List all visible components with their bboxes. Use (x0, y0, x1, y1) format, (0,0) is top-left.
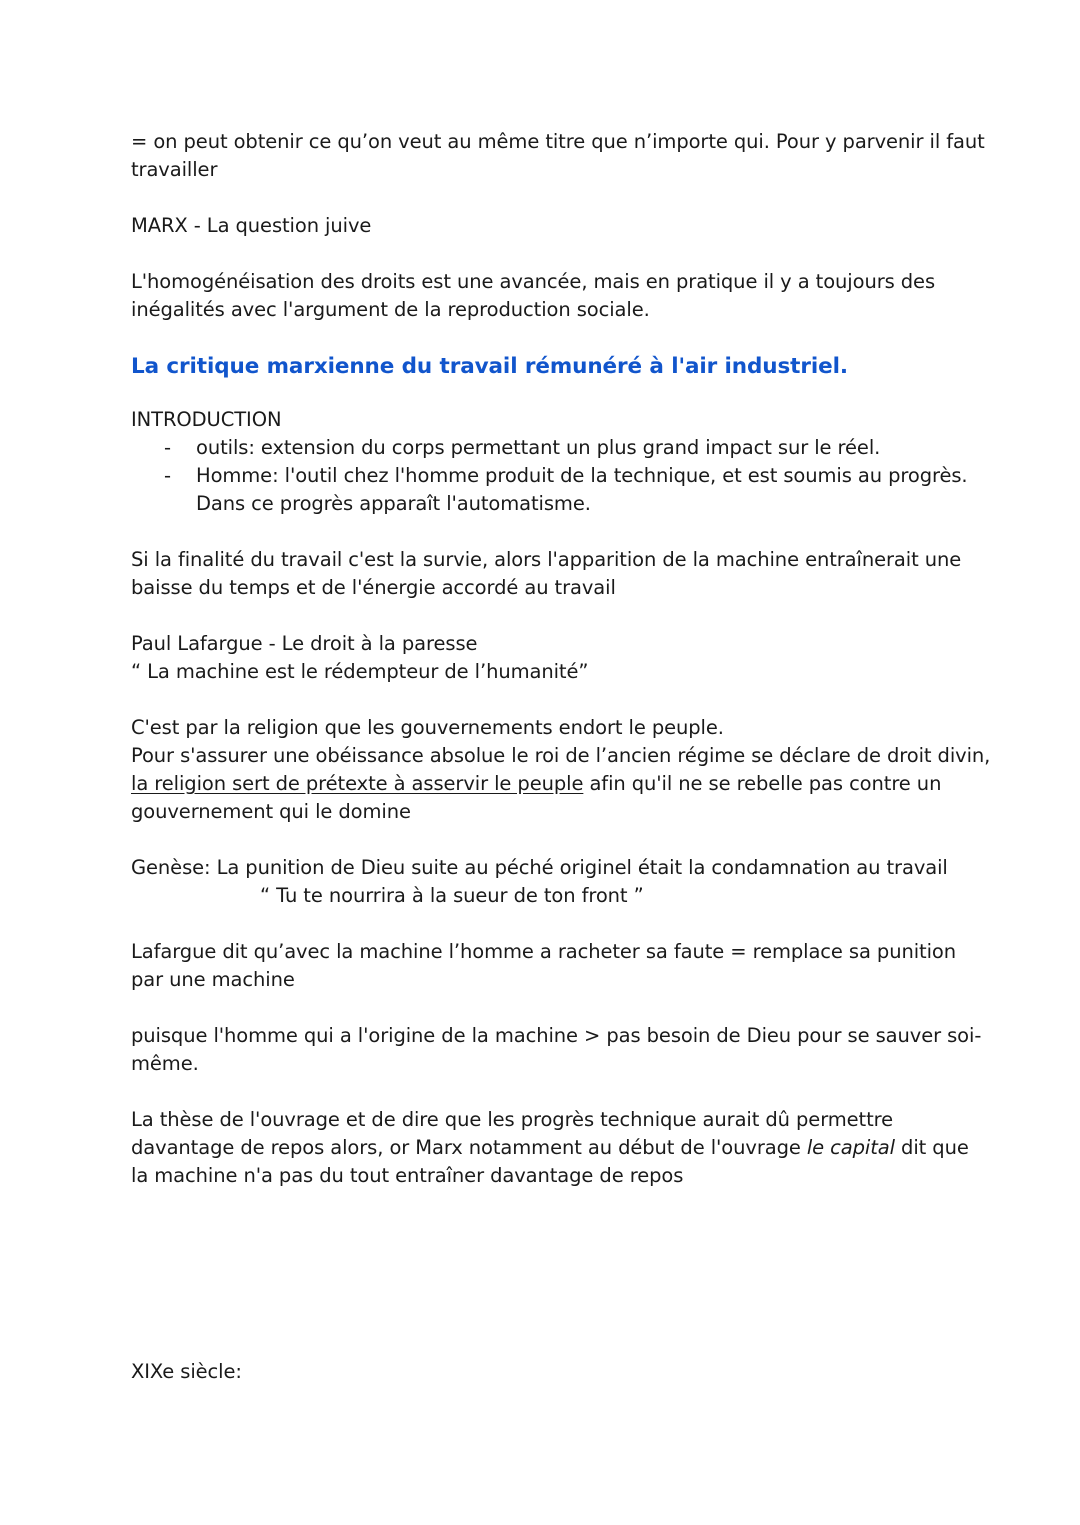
quote-sueur-front: “ Tu te nourrira à la sueur de ton front ” (260, 884, 644, 907)
text-segment: dit que la machine n'a pas du tout entraîner davantage de repos (131, 1136, 969, 1187)
document-page (131, 128, 991, 1414)
text-segment: Pour s'assurer une obéissance absolue le roi de l’ancien régime se déclare de droit divin, (131, 744, 991, 767)
reference-lafargue: Paul Lafargue - Le droit à la paresse (131, 632, 478, 655)
paragraph-equality-work: = on peut obtenir ce qu’on veut au même titre que n’importe qui. Pour y parvenir il faut travailler (131, 130, 985, 181)
intro-list-item-text: outils: extension du corps permettant un plus grand impact sur le réel. (196, 436, 881, 459)
intro-list-item-text: Homme: l'outil chez l'homme produit de la technique, et est soumis au progrès. Dans ce progrès apparaît l'automatisme. (196, 464, 968, 515)
dash-bullet-icon: - (164, 464, 171, 487)
text-segment: La thèse de l'ouvrage et de dire que les progrès technique aurait dû permettre davantage de repos alors, or Marx notamment au début de l'ouvrage (131, 1108, 894, 1159)
religion-block (131, 714, 991, 826)
text-segment: afin qu'il ne se rebelle pas contre un gouvernement qui le domine (131, 772, 942, 823)
intro-list (131, 434, 991, 518)
section-heading: La critique marxienne du travail rémunéré à l'air industriel. (131, 354, 848, 379)
underlined-text: la religion sert de prétexte à asservir le peuple (131, 772, 584, 795)
lafargue-reference-block (131, 630, 991, 686)
blank-space (131, 1218, 991, 1358)
paragraph-roi-droit-divin (131, 742, 991, 826)
paragraph-homogenisation: L'homogénéisation des droits est une avancée, mais en pratique il y a toujours des inégalités avec l'argument de la reproduction sociale. (131, 270, 936, 321)
section-label-xixe-siecle: XIXe siècle: (131, 1360, 242, 1383)
paragraph-genese: Genèse: La punition de Dieu suite au péché originel était la condamnation au travail (131, 856, 948, 879)
dash-bullet-icon: - (164, 436, 171, 459)
paragraph-these-ouvrage (131, 1106, 991, 1190)
reference-marx-question-juive: MARX - La question juive (131, 214, 372, 237)
paragraph-finalite-travail: Si la finalité du travail c'est la survie, alors l'apparition de la machine entraînerait une baisse du temps et de l'énergie accordé au travail (131, 548, 962, 599)
intro-list-item (131, 434, 991, 462)
paragraph-lafargue-machine: Lafargue dit qu’avec la machine l’homme a racheter sa faute = remplace sa punition par une machine (131, 940, 956, 991)
intro-list-item (131, 462, 991, 518)
intro-label: INTRODUCTION (131, 408, 282, 431)
paragraph-origine-machine: puisque l'homme qui a l'origine de la machine > pas besoin de Dieu pour se sauver soi-même. (131, 1024, 982, 1075)
italic-title: le capital (806, 1136, 895, 1159)
genese-block (131, 854, 991, 910)
quote-machine-redempteur: “ La machine est le rédempteur de l’humanité” (131, 660, 589, 683)
paragraph-religion-gouvernements: C'est par la religion que les gouvernements endort le peuple. (131, 716, 724, 739)
